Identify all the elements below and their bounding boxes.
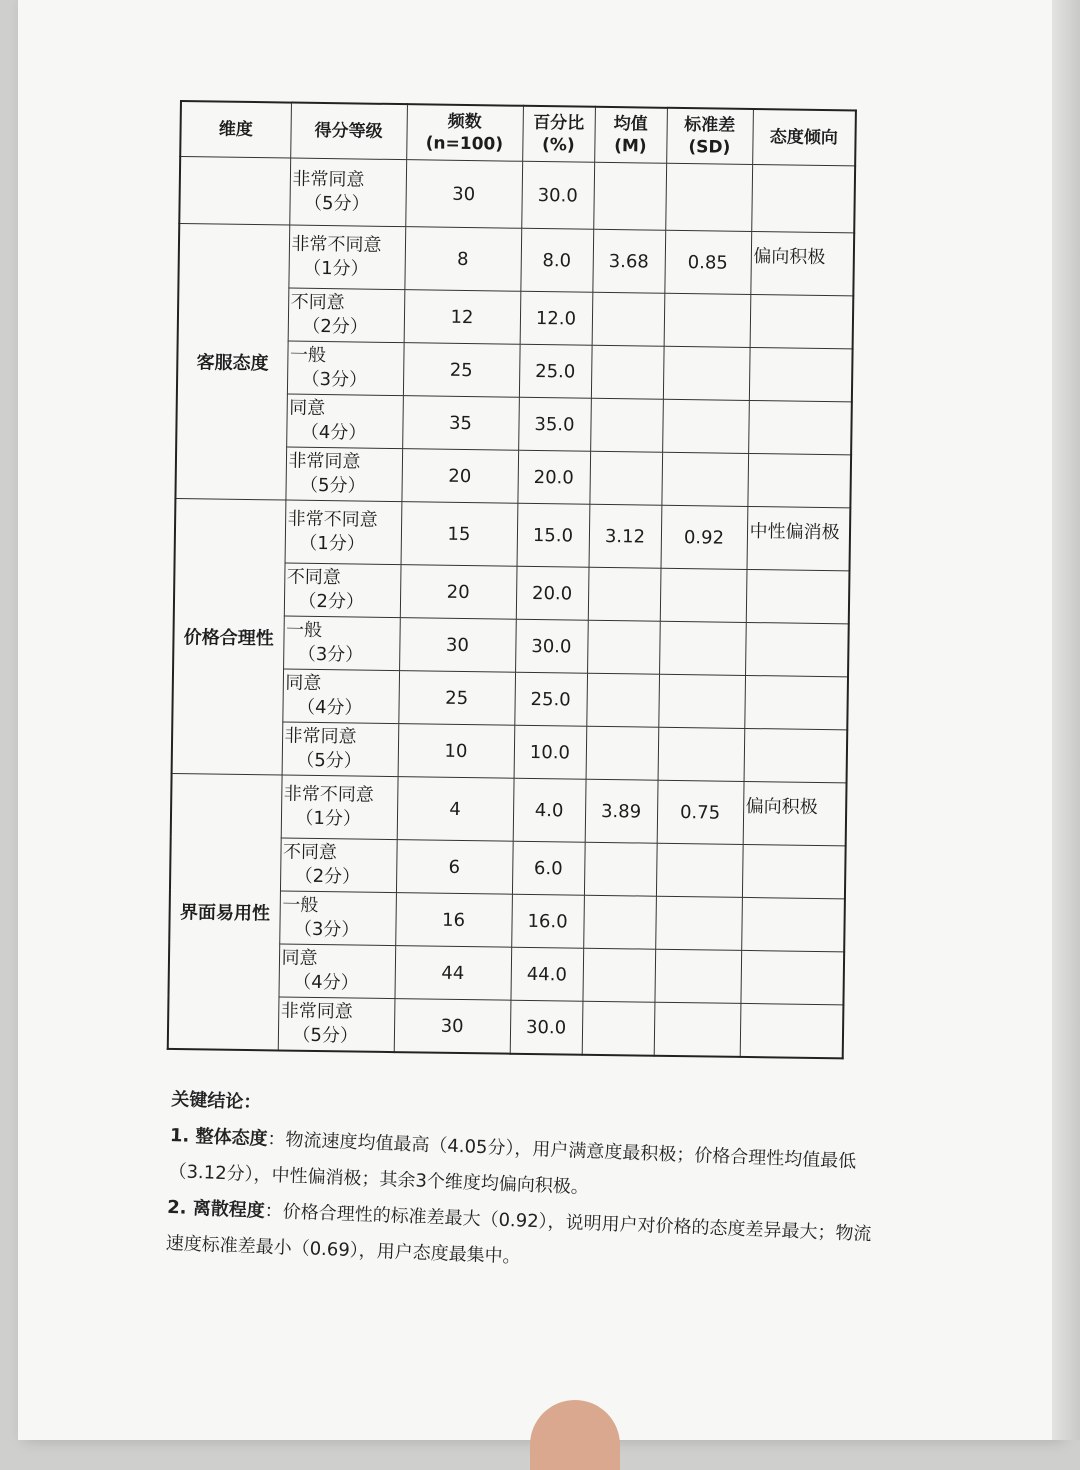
sd-cell-empty [654, 1002, 741, 1057]
tendency-cell-empty [742, 844, 846, 898]
frequency-cell: 20 [401, 449, 518, 504]
mean-cell [593, 162, 666, 230]
paper-stack-edge [1052, 0, 1080, 1440]
header-sd-line2: (SD) [688, 137, 731, 158]
tendency-cell-empty [744, 728, 848, 782]
level-cell [284, 563, 401, 618]
level-points: （1分） [303, 257, 369, 280]
sd-cell-empty [662, 399, 749, 453]
frequency-cell: 12 [404, 290, 521, 345]
header-sd-line1: 标准差 [684, 115, 736, 136]
level-points: （3分） [301, 368, 368, 391]
sd-cell: 0.85 [664, 230, 751, 294]
percent-cell: 10.0 [514, 725, 587, 779]
mean-cell-empty [586, 726, 659, 780]
frequency-cell: 25 [403, 343, 520, 398]
tendency-cell: 中性偏消极 [747, 506, 851, 570]
tendency-cell-empty [748, 400, 852, 454]
level-label: 非常同意 [280, 1000, 353, 1023]
level-points: （1分） [295, 807, 362, 830]
level-label: 不同意 [282, 841, 338, 864]
conclusion-item-2-label: 2. 离散程度 [166, 1196, 266, 1222]
level-cell [278, 997, 395, 1052]
level-cell [286, 394, 403, 449]
level-cell [282, 669, 399, 724]
header-tendency: 态度倾向 [752, 109, 856, 166]
level-cell [282, 722, 399, 777]
tendency-cell: 偏向积极 [750, 231, 854, 295]
level-label: 同意 [285, 672, 322, 695]
mean-cell: 3.89 [585, 779, 658, 843]
conclusion-item-1-label: 1. 整体态度 [169, 1124, 268, 1150]
percent-cell: 30.0 [510, 1000, 583, 1055]
level-points: （4分） [296, 696, 363, 719]
tendency-cell-empty [749, 347, 853, 401]
frequency-cell: 6 [396, 840, 513, 895]
header-sd [666, 108, 753, 165]
sd-cell-empty [663, 346, 750, 400]
level-points: （3分） [293, 918, 360, 941]
sd-cell: 0.75 [657, 780, 744, 844]
header-level: 得分等级 [290, 103, 407, 160]
level-points: （2分） [294, 865, 361, 888]
table-row [175, 498, 851, 570]
tendency-cell: 偏向积极 [743, 781, 847, 845]
percent-cell: 30.0 [515, 619, 588, 673]
level-label: 非常同意 [292, 168, 365, 191]
table-row [178, 224, 854, 296]
level-points: （4分） [300, 421, 367, 444]
mean-cell-empty [588, 567, 661, 621]
sd-cell [665, 163, 752, 231]
key-conclusions [165, 1082, 891, 1290]
mean-cell-empty [586, 673, 659, 727]
frequency-cell: 10 [398, 724, 515, 779]
level-points: （1分） [299, 532, 365, 555]
frequency-cell: 30 [399, 618, 516, 673]
header-frequency-line2: (n=100) [425, 133, 504, 155]
mean-cell-empty [582, 948, 655, 1002]
percent-cell: 8.0 [520, 228, 593, 292]
level-label: 同意 [281, 947, 318, 970]
percent-cell: 20.0 [517, 450, 590, 504]
header-percent-line1: 百分比 [533, 112, 585, 134]
table-body [168, 157, 855, 1059]
level-label: 一般 [282, 894, 319, 917]
table-row [179, 157, 855, 233]
level-points: （5分） [303, 192, 370, 215]
sd-cell: 0.92 [661, 505, 748, 569]
header-mean [594, 107, 667, 163]
sd-cell-empty [659, 621, 746, 675]
level-cell [278, 944, 395, 999]
conclusion-item-1-text: ：物流速度均值最高（4.05分），用户满意度最积极；价格合理性均值最低（3.12分），中性偏消极；其余3个维度均偏向积极。 [168, 1128, 857, 1199]
level-label: 非常不同意 [287, 508, 378, 531]
dimension-cell: 界面易用性 [168, 773, 282, 1050]
level-label: 一般 [285, 619, 323, 642]
dimension-cell [179, 157, 290, 226]
level-points: （5分） [299, 474, 366, 497]
level-cell [285, 500, 402, 565]
frequency-cell: 15 [401, 502, 518, 567]
percent-cell: 15.0 [517, 503, 590, 567]
survey-stats-table [167, 100, 857, 1059]
level-label: 非常不同意 [283, 783, 374, 806]
sd-cell-empty [658, 727, 745, 781]
header-frequency [406, 104, 523, 161]
tendency-cell-empty [744, 675, 848, 729]
tendency-cell [751, 164, 855, 232]
level-label: 非常不同意 [291, 233, 382, 256]
level-cell [280, 838, 397, 893]
mean-cell: 3.12 [589, 504, 662, 568]
frequency-cell: 35 [402, 396, 519, 451]
mean-cell-empty [591, 345, 664, 399]
level-points: （2分） [302, 315, 368, 338]
dimension-cell: 客服态度 [175, 224, 289, 501]
level-cell [281, 775, 398, 840]
header-percent-line2: (%) [541, 135, 575, 156]
frequency-cell: 20 [400, 565, 517, 620]
tendency-cell-empty [747, 453, 851, 507]
percent-cell: 12.0 [520, 291, 593, 345]
level-cell [287, 341, 404, 396]
sd-cell-empty [656, 843, 743, 897]
header-mean-line2: (M) [614, 136, 647, 157]
tendency-cell-empty [740, 950, 844, 1004]
level-cell [288, 225, 405, 290]
mean-cell: 3.68 [592, 229, 665, 293]
mean-cell-empty [587, 620, 660, 674]
sd-cell-empty [654, 949, 741, 1003]
percent-cell: 16.0 [511, 894, 584, 948]
sd-cell-empty [660, 568, 747, 622]
tendency-cell-empty [745, 622, 849, 676]
dimension-cell: 价格合理性 [172, 498, 286, 775]
survey-table-region [167, 100, 855, 1059]
percent-cell: 35.0 [518, 397, 591, 451]
conclusion-item-2-text: ：价格合理性的标准差最大（0.92），说明用户对价格的态度差异最大；物流速度标准差最小（0.69），用户态度最集中。 [165, 1200, 872, 1268]
level-cell [283, 616, 400, 671]
conclusion-title: 关键结论： [170, 1088, 262, 1114]
level-label: 不同意 [286, 566, 341, 589]
level-label: 不同意 [290, 291, 345, 314]
mean-cell-empty [590, 398, 663, 452]
percent-cell: 44.0 [510, 947, 583, 1001]
frequency-cell: 4 [397, 777, 514, 842]
mean-cell-empty [592, 292, 665, 346]
level-points: （4分） [293, 971, 359, 994]
sd-cell-empty [658, 674, 745, 728]
sd-cell-empty [661, 452, 748, 506]
level-label: 非常同意 [284, 725, 357, 748]
level-points: （2分） [298, 590, 365, 613]
table-row [171, 773, 847, 845]
mean-cell-empty [584, 842, 657, 896]
frequency-cell: 44 [394, 946, 511, 1001]
tendency-cell-empty [741, 897, 845, 951]
header-dimension: 维度 [180, 101, 291, 158]
frequency-cell: 16 [395, 893, 512, 948]
level-points: （5分） [292, 1024, 359, 1047]
level-cell [288, 288, 405, 343]
table-header-row [180, 101, 856, 166]
mean-cell-empty [582, 1001, 655, 1056]
level-cell [289, 158, 406, 227]
tendency-cell-empty [746, 569, 850, 623]
level-label: 同意 [289, 397, 326, 420]
level-cell [285, 447, 402, 502]
mean-cell-empty [583, 895, 656, 949]
percent-cell: 4.0 [513, 778, 586, 842]
percent-cell: 25.0 [514, 672, 587, 726]
frequency-cell: 30 [394, 999, 511, 1054]
frequency-cell: 30 [405, 160, 522, 229]
level-label: 一般 [289, 344, 327, 367]
frequency-cell: 25 [398, 671, 515, 726]
tendency-cell-empty [740, 1003, 844, 1058]
level-label: 非常同意 [288, 450, 361, 473]
tendency-cell-empty [750, 294, 854, 348]
level-points: （5分） [296, 749, 362, 772]
sd-cell-empty [664, 293, 751, 347]
sd-cell-empty [655, 896, 742, 950]
percent-cell: 30.0 [521, 161, 594, 229]
level-points: （3分） [297, 643, 364, 666]
mean-cell-empty [589, 451, 662, 505]
level-cell [279, 891, 396, 946]
header-mean-line1: 均值 [613, 114, 648, 135]
percent-cell: 25.0 [519, 344, 592, 398]
header-frequency-line1: 频数 [447, 111, 482, 133]
frequency-cell: 8 [404, 227, 521, 292]
percent-cell: 6.0 [512, 841, 585, 895]
percent-cell: 20.0 [516, 566, 589, 620]
header-percent [522, 106, 595, 162]
